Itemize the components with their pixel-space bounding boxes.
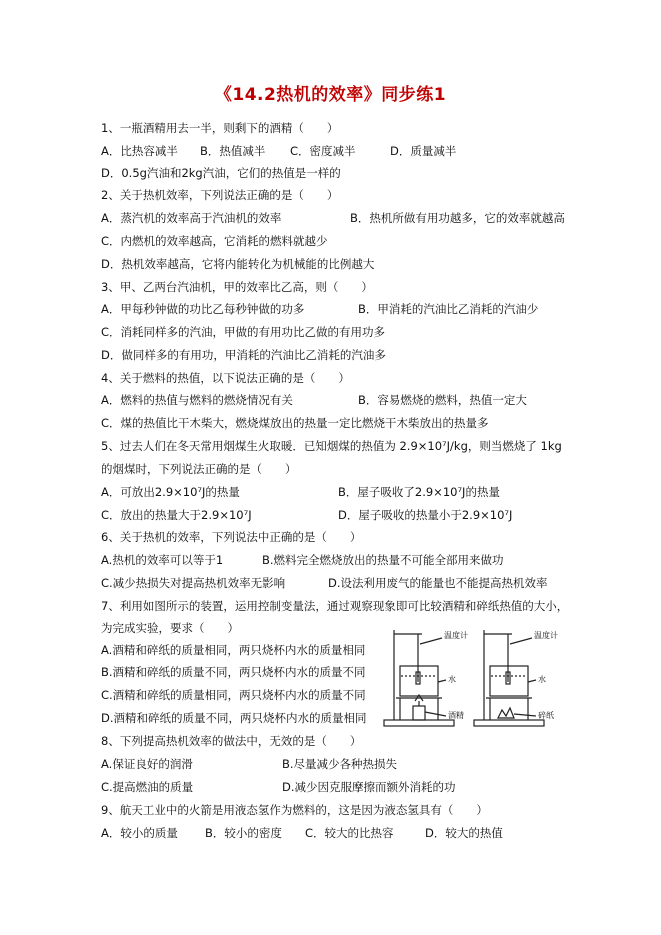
- q1-option-d: D．质量减半: [390, 144, 457, 158]
- q8-option-d: D.减少因克服摩擦而额外消耗的功: [282, 780, 456, 794]
- q2-option-b: B．热机所做有用功越多，它的效率就越高: [350, 211, 565, 225]
- figure-label-thermometer-right: 温度计: [534, 631, 558, 640]
- figure-label-alcohol: 酒精: [448, 711, 464, 720]
- question-4-stem: 4、关于燃料的热值，以下说法正确的是（ ）: [101, 371, 350, 385]
- q3-option-c: C．消耗同样多的汽油，甲做的有用功比乙做的有用功多: [101, 325, 386, 339]
- question-5-stem-2: 的烟煤时，下列说法正确的是（ ）: [101, 462, 297, 476]
- q4-option-c: C．煤的热值比干木柴大，燃烧煤放出的热量一定比燃烧干木柴放出的热量多: [101, 416, 489, 430]
- q1-option-c: C．密度减半: [290, 144, 356, 158]
- figure-label-paper: 碎纸: [538, 711, 554, 720]
- question-6-stem: 6、关于热机的效率，下列说法中正确的是（ ）: [101, 530, 362, 544]
- q1-option-d2: D．0.5g汽油和2kg汽油，它们的热值是一样的: [101, 166, 341, 180]
- q9-option-d: D．较大的热值: [425, 826, 503, 840]
- q9-option-c: C．较大的比热容: [305, 826, 394, 840]
- q2-option-c: C．内燃机的效率越高，它消耗的燃料就越少: [101, 234, 328, 248]
- q7-option-b: B.酒精和碎纸的质量不同，两只烧杯内水的质量不同: [101, 665, 366, 679]
- q9-option-b: B．较小的密度: [205, 826, 282, 840]
- q7-option-d: D.酒精和碎纸的质量不同，两只烧杯内水的质量相同: [101, 711, 367, 725]
- q2-option-d: D．热机效率越高，它将内能转化为机械能的比例越大: [101, 257, 375, 271]
- figure-label-thermometer-left: 温度计: [444, 631, 468, 640]
- q6-option-a: A.热机的效率可以等于1: [101, 553, 224, 567]
- q3-option-d: D．做同样多的有用功，甲消耗的汽油比乙消耗的汽油多: [101, 348, 386, 362]
- question-7-stem-2: 为完成实验，要求（ ）: [101, 621, 239, 635]
- question-2-stem: 2、关于热机效率，下列说法正确的是（ ）: [101, 188, 339, 202]
- q5-option-b: B．屋子吸收了2.9×10⁷J的热量: [338, 485, 500, 499]
- q7-option-c: C.酒精和碎纸的质量相同，两只烧杯内水的质量不同: [101, 688, 366, 702]
- q5-option-c: C．放出的热量大于2.9×10⁷J: [101, 508, 252, 522]
- q3-option-a: A．甲每秒钟做的功比乙每秒钟做的功多: [101, 302, 305, 316]
- q4-option-b: B．容易燃烧的燃料，热值一定大: [358, 393, 527, 407]
- experiment-apparatus-diagram: [380, 624, 560, 732]
- q6-option-b: B.燃料完全燃烧放出的热量不可能全部用来做功: [262, 553, 504, 567]
- q8-option-b: B.尽量减少各种热损失: [282, 757, 398, 771]
- q5-option-a: A．可放出2.9×10⁷J的热量: [101, 485, 240, 499]
- q8-option-c: C.提高燃油的质量: [101, 780, 194, 794]
- q1-option-a: A．比热容减半: [101, 144, 178, 158]
- q1-option-b: B．热值减半: [200, 144, 266, 158]
- q7-option-a: A.酒精和碎纸的质量相同，两只烧杯内水的质量相同: [101, 643, 366, 657]
- experiment-figure: [380, 624, 560, 732]
- q8-option-a: A.保证良好的润滑: [101, 757, 193, 771]
- q3-option-b: B．甲消耗的汽油比乙消耗的汽油少: [358, 302, 539, 316]
- question-9-stem: 9、航天工业中的火箭是用液态氢作为燃料的，这是因为液态氢具有（ ）: [101, 803, 488, 817]
- q4-option-a: A．燃料的热值与燃料的燃烧情况有关: [101, 393, 293, 407]
- question-7-stem-1: 7、利用如图所示的装置，运用控制变量法，通过观察现象即可比较酒精和碎纸热值的大小，: [101, 599, 569, 613]
- q6-option-d: D.设法利用废气的能量也不能提高热机效率: [328, 576, 548, 590]
- question-3-stem: 3、甲、乙两台汽油机，甲的效率比乙高，则（ ）: [101, 280, 373, 294]
- q9-option-a: A．较小的质量: [101, 826, 178, 840]
- question-5-stem-1: 5、过去人们在冬天常用烟煤生火取暖．已知烟煤的热值为 2.9×10⁷J/kg，则当燃烧了 1kg: [101, 439, 562, 453]
- figure-label-water-right: 水: [538, 675, 546, 684]
- q5-option-d: D．屋子吸收的热量小于2.9×10⁷J: [338, 508, 513, 522]
- q6-option-c: C.减少热损失对提高热机效率无影响: [101, 576, 286, 590]
- question-8-stem: 8、下列提高热机效率的做法中，无效的是（ ）: [101, 734, 362, 748]
- page-title: 《14.2热机的效率》同步练1: [214, 85, 447, 105]
- figure-label-water-left: 水: [448, 675, 456, 684]
- q2-option-a: A．蒸汽机的效率高于汽油机的效率: [101, 211, 282, 225]
- question-1-stem: 1、一瓶酒精用去一半，则剩下的酒精（ ）: [101, 121, 339, 135]
